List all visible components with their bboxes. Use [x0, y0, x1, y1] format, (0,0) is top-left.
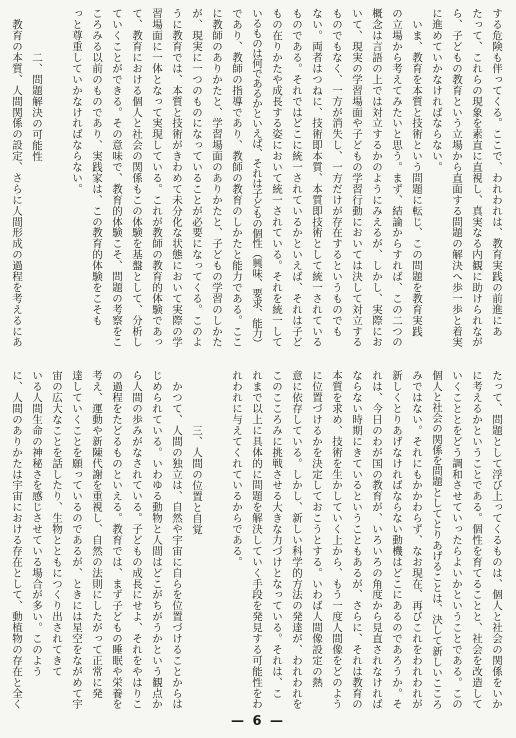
text-column: する危険も伴ってくる。ここで、われわれは、教育実践の前進にあ [491, 8, 503, 337]
text-column: ものでもなく、一方が消失し、一方だけが存在するというものでも [331, 8, 343, 337]
text-column: 達していくことを願っているのであるが、ときには星空をながめて宇 [71, 370, 83, 710]
text-column: ていくことができる。その意味で、教育的体験こそ、問題の考察をこ [111, 8, 123, 348]
text-column: たって、問題として浮び上ってくるものは、個人と社会の関係をいか [491, 370, 503, 710]
text-column: いて、現実の学習場面や子どもの学習行動においては決して対立する [351, 8, 363, 348]
text-column: て、教育における個人と社会の関係もこの体験を基盤として、分析し [131, 8, 143, 348]
text-column: たって、これらの現象を素直に直視し、真実なる内観に助けられなが [471, 8, 483, 348]
text-column: いる人間生命の神秘さを感じさせている場合が多い。このよう [31, 370, 43, 677]
text-column: ない。両者はつねに、技術即本質、本質即技術として統一されている [311, 8, 323, 348]
column-gap [47, 8, 67, 358]
text-column: いくこととをどう調和させていったらよいかということである。この [451, 370, 463, 710]
text-column: うに教育では、本質と技術がきわめて未分化な状態において実際の学 [171, 8, 183, 348]
text-column: れは、今日のわが国の教育が、いろいろの角度から見直されなければ [371, 370, 383, 710]
text-column: 本質を求め、技術を生かしていく上から、もう一度人間像をどのよう [331, 370, 343, 710]
text-column: 個人と社会の関係を問題としてとりあげることは、決して新しいこころ [431, 370, 443, 710]
text-column: れわれに与えてくれているからである。 [231, 370, 243, 568]
text-column: みではない。それにもかかわらず、なお現在、再びこれをわれわれが [411, 370, 423, 710]
text-column: 考え、運動や新陳代謝を重視し、自然の法則にしたがって正常に発 [91, 370, 103, 699]
text-column: 新しくとりあげなければならない動機はどこにあるのであろうか。そ [391, 370, 403, 710]
text-column: かつて、人間の独立は、自然や宇宙に自らを位置づけることからは [171, 370, 183, 710]
text-column: に、人間のありかたは宇宙における存在として、動植物の存在と全く [11, 370, 23, 710]
text-column: 教育の本質、人間関係の設定、さらに人間形成の過程を考えるにあ [11, 8, 23, 348]
text-column: れまで以上に具体的に問題を解決していく手段を発見する可能性をわ [251, 370, 263, 710]
text-column: ら人間の歩みがなされている。子どもの成長にせよ、それをやはりこ [131, 370, 143, 710]
text-column: もの在りかたや成長する姿において統一されている。それを統一して [271, 8, 283, 348]
text-column: いるものは何であるかといえば、それは子どもの個性（興味、要求、能力） [251, 8, 263, 348]
text-column: 習場面に一体となって実現している。これが教師の教育的体験であっ [151, 8, 163, 348]
text-column: ころみる以前のものであり、実践家は、この教育的体験をこそも [91, 8, 103, 326]
text-column: ものである。それではどこに統一されているかといえば、それは子ど [291, 8, 303, 348]
section-heading: 三、人間の位置と自覚 [191, 425, 203, 535]
text-column: の立場から考えてみたいと思う。まず、結論からすれば、この二つの [391, 8, 403, 348]
text-column: 宙の広大なことを話したり、生物とともにつくり出されてきて [51, 370, 63, 677]
section-heading: 二、問題解決の可能性 [31, 52, 43, 162]
upper-text-block [7, 8, 507, 358]
text-column: であり、教師の指導であり、教師の教育のしかたと能力である。ここ [231, 8, 243, 348]
text-column: ならない時期にきているということもあるが、さらに、それは教育の [351, 370, 363, 710]
text-column: の過程をたどるものといえる。教育では、まず子どもの睡眠や栄養を [111, 370, 123, 710]
text-column: 概念は言語の上では対立するかのようにみえるが、しかし、実際にお [371, 8, 383, 348]
column-gap [207, 370, 227, 720]
text-column: このこころみに挑戦させる大きな力づけとなっている。それは、こ [271, 370, 283, 699]
text-column: っと尊重していかなければならない。 [71, 8, 83, 195]
text-column: が、現実に一つのものになっていることが必要になってくる。このよ [191, 8, 203, 348]
text-column: いま、教育を本質と技術という問題に転じ、この問題を教育実践 [411, 8, 423, 337]
text-column: に教師のありかたと、学習場面のありかたと、子どもの学習のしかた [211, 8, 223, 348]
text-column: 意に依存している。しかし、新しい科学的方法の発達が、われわれを [291, 370, 303, 710]
text-column: に考えるかということである。個性を育てることと、社会を改造して [471, 370, 483, 710]
page-number: — 6 — [230, 714, 286, 729]
text-column: じめられている。いわゆる動物と人間はどこがちがうかという観点か [151, 370, 163, 710]
text-column: に位置づけるかを決定しておこうとする。いわば人間像設定の熱 [311, 370, 323, 688]
lower-text-block [7, 370, 507, 720]
text-column: ら、子どもの教育という立場から直面する問題の解決へ歩一歩と着実 [451, 8, 463, 348]
text-column: に進めていかなければならない。 [431, 8, 443, 173]
